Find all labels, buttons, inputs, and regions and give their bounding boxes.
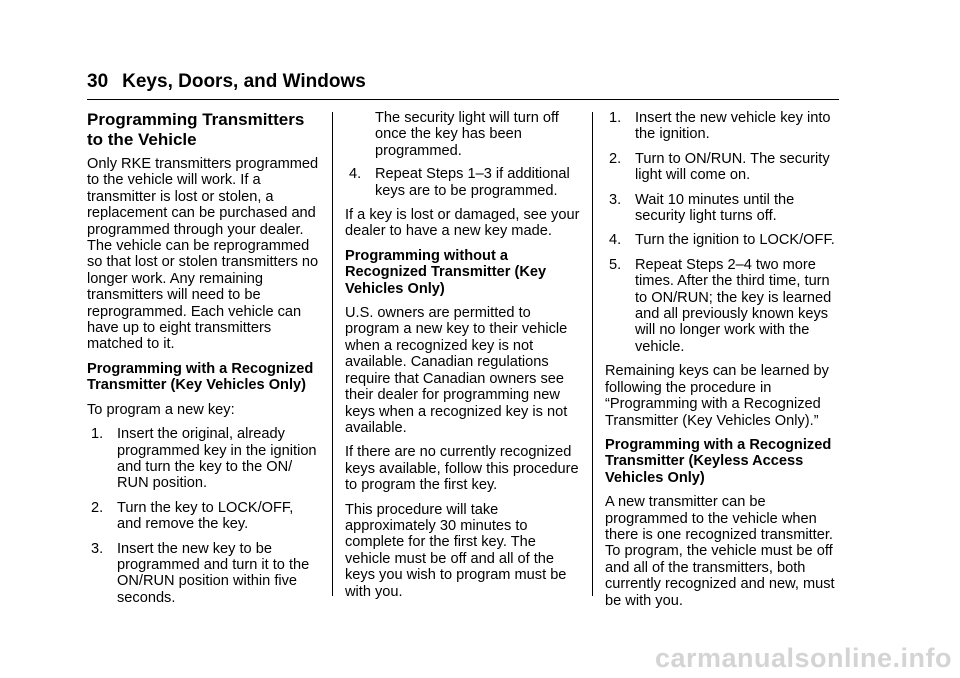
paragraph: If there are no currently recognized keys available, follow this procedure to program the first key. — [345, 444, 579, 494]
page-number: 30 — [87, 71, 109, 92]
step-number: 2. — [91, 499, 104, 516]
list-item — [605, 110, 839, 143]
step-number: 4. — [609, 232, 622, 249]
steps-list — [605, 110, 839, 355]
step-number: 5. — [609, 256, 622, 273]
paragraph: Remaining keys can be learned by following the procedure in “Programming with a Recognized Transmitter (Key Vehicles Only).” — [605, 363, 829, 429]
step-continuation: The security light will turn off once the key has been programmed. — [375, 110, 559, 159]
column-divider-2 — [592, 112, 593, 596]
step-text: Turn the ignition to LOCK/OFF. — [635, 232, 835, 249]
list-item — [87, 500, 319, 533]
step-number: 3. — [609, 191, 622, 208]
column-2 — [345, 110, 581, 608]
list-item — [345, 166, 581, 199]
column-1 — [87, 110, 319, 614]
paragraph: A new transmitter can be programmed to the vehicle when there is one recognized transmitter. To program, the vehicle must be off and all of the transmitters, both currently recognized and new, must be with you. — [605, 494, 835, 609]
subheading: Programming with a Recognized Transmitter (Key Vehicles Only) — [87, 360, 314, 394]
steps-list — [345, 166, 581, 199]
subheading: Programming with a Recognized Transmitter (Keyless Access Vehicles Only) — [605, 436, 832, 486]
step-text: Insert the new key to be programmed and turn it to the ON/RUN position within five seconds. — [117, 540, 310, 606]
column-3 — [605, 110, 839, 617]
subheading: Programming without a Recognized Transmitter (Key Vehicles Only) — [345, 247, 547, 297]
watermark: carmanualsonline.info — [654, 643, 952, 673]
list-item — [87, 426, 319, 492]
header-rule — [87, 99, 839, 100]
paragraph: If a key is lost or damaged, see your dealer to have a new key made. — [345, 207, 580, 240]
paragraph: Only RKE transmitters programmed to the vehicle will work. If a transmitter is lost or stolen, a replacement can be purchased and programmed through your dealer. The vehicle can be reprogrammed so that lost or stolen transmitters no longer work. Any remaining transmitters will need to be reprogrammed. Each vehicle can have up to eight transmitters matched to it. — [87, 156, 319, 353]
section-heading: Programming Transmitters to the Vehicle — [87, 110, 305, 149]
step-number: 4. — [349, 166, 362, 183]
list-item — [87, 541, 319, 607]
step-text: Turn to ON/RUN. The security light will come on. — [635, 150, 830, 184]
step-number: 1. — [91, 426, 104, 443]
step-text: Insert the new vehicle key into the ignition. — [635, 110, 831, 143]
step-text: Turn the key to LOCK/OFF, and remove the key. — [117, 499, 294, 533]
list-item — [605, 192, 839, 225]
paragraph: U.S. owners are permitted to program a new key to their vehicle when a recognized key is not available. Canadian regulations require that Canadian owners see their dealer for programming new keys when a recognized key is not available. — [345, 305, 568, 436]
steps-list — [87, 426, 319, 606]
paragraph: This procedure will take approximately 30 minutes to complete for the first key. The vehicle must be off and all of the keys you wish to program must be with you. — [345, 501, 567, 600]
list-item — [605, 232, 839, 248]
list-item — [605, 151, 839, 184]
step-text: Repeat Steps 2–4 two more times. After the third time, turn to ON/RUN; the key is learned and all previously known keys will no longer work with the vehicle. — [635, 256, 832, 355]
step-number: 2. — [609, 150, 622, 167]
step-number: 1. — [609, 110, 622, 126]
section-title: Keys, Doors, and Windows — [122, 71, 366, 92]
step-text: Insert the original, already programmed key in the ignition and turn the key to the ON/ RUN position. — [117, 426, 317, 492]
step-text: Wait 10 minutes until the security light turns off. — [635, 191, 795, 225]
page-header — [87, 70, 839, 94]
column-divider-1 — [332, 112, 333, 596]
list-item — [605, 257, 839, 355]
step-number: 3. — [91, 540, 104, 557]
paragraph: To program a new key: — [87, 401, 235, 418]
step-text: Repeat Steps 1–3 if additional keys are to be programmed. — [375, 166, 570, 199]
